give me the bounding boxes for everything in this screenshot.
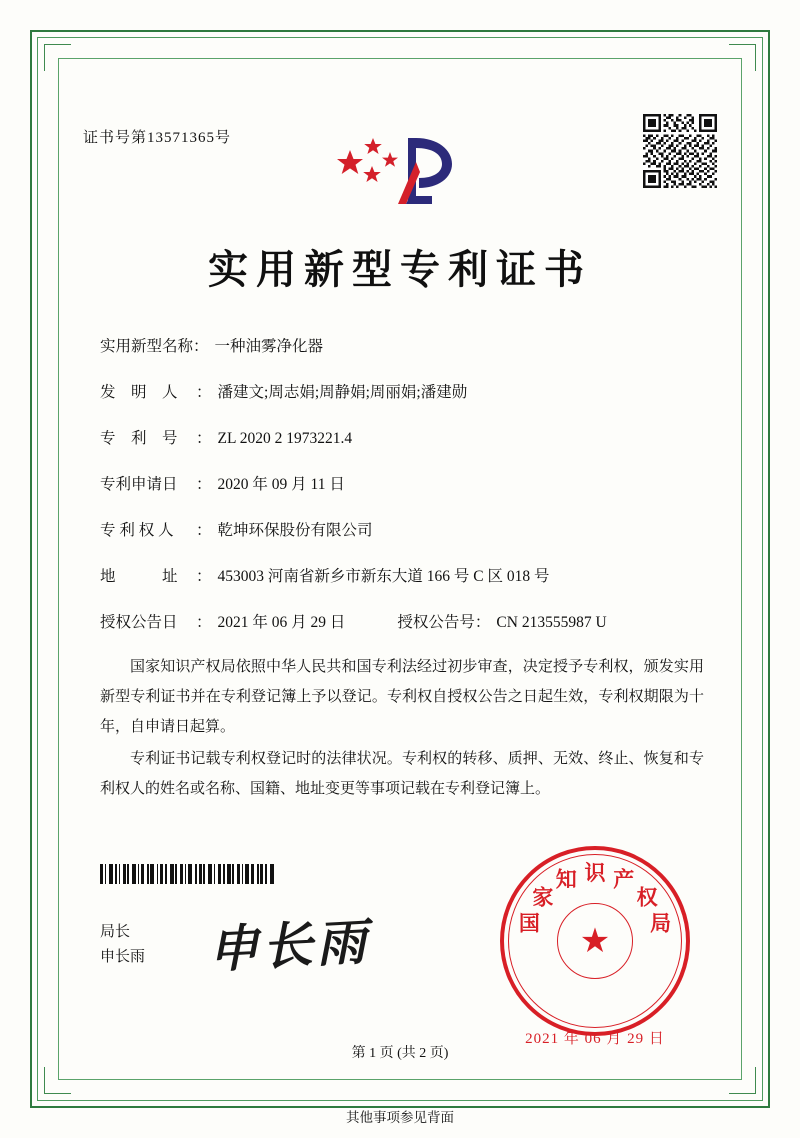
field-patentee (100, 518, 700, 540)
field-value: 潘建文;周志娟;周静娟;周丽娟;潘建勋 (217, 384, 468, 401)
director-name-label: 申长雨 (100, 949, 146, 965)
legal-text (100, 652, 704, 806)
official-seal (500, 846, 690, 1047)
signature-block (100, 920, 145, 970)
field-inventors (100, 380, 700, 402)
field-value: 乾坤环保股份有限公司 (217, 522, 373, 539)
national-emblem-icon: ★ (557, 903, 633, 979)
field-value: 453003 河南省新乡市新东大道 166 号 C 区 018 号 (217, 568, 550, 585)
seal-char-5: 产 (613, 866, 635, 892)
legal-paragraph-2: 专利证书记载专利权登记时的法律状况。专利权的转移、质押、无效、终止、恢复和专利权人的姓名或名称、国籍、地址变更等事项记载在专利登记簿上。 (100, 751, 704, 797)
seal-char-4: 识 (584, 860, 606, 885)
cnipa-logo (320, 116, 480, 216)
page-title: 实用新型专利证书 (208, 246, 592, 293)
field-sublabel: 授权公告号： (397, 614, 491, 631)
field-colon: ： (196, 614, 212, 631)
field-value: ZL 2020 2 1973221.4 (217, 430, 353, 447)
field-grant-announcement (100, 610, 700, 632)
seal-char-6: 权 (636, 884, 658, 910)
field-colon: ： (196, 384, 212, 401)
director-handwritten-signature: 申长雨 (206, 911, 372, 980)
footer-note: 其他事项参见背面 (346, 1110, 454, 1125)
director-role-label: 局长 (100, 924, 131, 940)
seal-char-1: 国 (518, 910, 540, 936)
field-list (100, 334, 700, 656)
field-colon: ： (193, 338, 209, 355)
seal-char-7: 局 (650, 910, 672, 936)
field-patent-number (100, 426, 700, 448)
field-colon: ： (196, 476, 212, 493)
legal-paragraph-1: 国家知识产权局依照中华人民共和国专利法经过初步审查，决定授予专利权，颁发实用新型专利证书并在专利登记簿上予以登记。专利权自授权公告之日起生效，专利权期限为十年，自申请日起算。 (100, 659, 704, 735)
qr-code (643, 114, 717, 188)
field-colon: ： (196, 568, 212, 585)
field-label: 发 明 人 (100, 384, 178, 401)
field-label: 授权公告日 (100, 614, 178, 631)
field-colon: ： (196, 522, 212, 539)
field-label: 地 址 (100, 568, 178, 585)
field-value: 2020 年 09 月 11 日 (217, 476, 345, 493)
page-number: 第 1 页 (共 2 页) (351, 1046, 449, 1061)
certificate-content (58, 58, 742, 1080)
barcode (100, 864, 312, 884)
field-colon: ： (196, 430, 212, 447)
field-address (100, 564, 700, 586)
field-label: 实用新型名称 (100, 338, 194, 355)
field-application-date (100, 472, 700, 494)
field-value: 一种油雾净化器 (214, 338, 324, 355)
field-label: 专 利 号 (100, 430, 178, 447)
certificate-number: 证书号第13571365号 (83, 130, 232, 146)
field-label: 专利申请日 (100, 476, 178, 493)
field-value: 2021 年 06 月 29 日 (217, 614, 346, 631)
seal-date: 2021 年 06 月 29 日 (525, 1031, 665, 1047)
seal-char-3: 知 (555, 866, 577, 892)
field-subvalue: CN 213555987 U (496, 614, 607, 631)
field-utility-model-name (100, 334, 700, 356)
field-label: 专 利 权 人 (100, 522, 174, 539)
seal-char-2: 家 (532, 884, 554, 910)
